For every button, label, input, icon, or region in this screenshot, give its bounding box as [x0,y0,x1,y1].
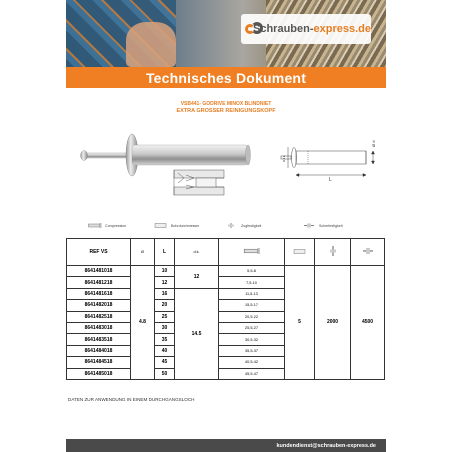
length-cell: 45 [155,357,175,368]
diameter-cell: 4.8 [131,266,155,380]
length-cell: 12 [155,277,175,288]
installation-section-drawing [174,170,224,195]
ref-cell: 8641483518 [67,334,131,345]
header-drill [285,239,315,266]
length-cell: 25 [155,311,175,322]
range-cell: 7,5-10 [219,277,285,288]
header-tensile [315,239,351,266]
document-title: Technisches Dokument [66,67,386,88]
range-cell: 35,5-37 [219,345,285,356]
ref-cell: 8641484518 [67,357,131,368]
length-cell: 40 [155,345,175,356]
drill-cell: 5 [285,266,315,380]
application-note: DATEN ZUR ANWENDUNG IN EINEM DURCHGANGSLOCH [68,397,195,402]
ref-cell: 8641481018 [67,266,131,277]
support-email-link[interactable]: kundendienst@schrauben-express.de [276,442,376,449]
table-header-row [67,239,385,266]
tensile-strength-icon [224,223,238,228]
spec-table [66,238,385,380]
header-banner [66,0,386,67]
product-description: EXTRA GROSSER REINIGUNGSKOPF [176,108,276,114]
range-cell: 30,5-32 [219,334,285,345]
header-d-label: Ø [141,250,144,254]
brand-main: Schrauben- [253,23,314,35]
header-compression [219,239,285,266]
ref-cell: 8641482518 [67,311,131,322]
length-cell: 10 [155,266,175,277]
brand-accent: express.de [313,23,371,35]
tensile-cell: 2000 [315,266,351,380]
ref-cell: 8641481218 [67,277,131,288]
compression-icon [242,248,262,254]
header-ref: REF VS [67,239,131,266]
shear-cell: 4500 [351,266,385,380]
ref-cell: 8641483018 [67,322,131,333]
length-label: L [329,177,332,183]
range-cell: 45,5-47 [219,368,285,379]
legend-label: Zugfestigkeit [241,223,262,228]
length-cell: 16 [155,288,175,299]
dimension-drawing [281,147,375,177]
brand-logo[interactable] [241,14,371,44]
legend-label: Bohrdurchmesser [171,223,200,228]
legend-compression [88,223,126,228]
range-cell: 25,5-27 [219,322,285,333]
ref-cell: 8641484018 [67,345,131,356]
logo-icon [245,20,250,38]
shear-strength-icon [363,246,373,256]
dk-cell: 12 [175,266,219,289]
ref-cell: 8641481618 [67,288,131,299]
table-row [67,266,385,277]
product-drawing [66,115,386,220]
length-cell: 35 [155,334,175,345]
legend-label: Scherfestigkeit [319,223,343,228]
ref-cell: 8641485018 [67,368,131,379]
range-cell: 20,5-22 [219,311,285,322]
header-dk-label: d.k. [193,250,200,254]
header-d [131,239,155,266]
footer-bar [66,439,386,452]
tensile-strength-icon [328,246,338,256]
legend-shear [302,223,343,228]
compression-icon [88,223,102,228]
dk-cell: 14.5 [175,288,219,379]
rivet-illustration [81,134,251,176]
drill-diameter-icon [154,223,168,228]
product-name: VSB441- GODRIVE MINOX BLINDNIET [180,101,272,107]
range-cell: 40,5-42 [219,357,285,368]
hand-photo [126,22,176,67]
length-cell: 50 [155,368,175,379]
header-dk [175,239,219,266]
legend-label: Compression [105,223,127,228]
ref-cell: 8641482018 [67,300,131,311]
range-cell: 11,5-13 [219,288,285,299]
head-diameter-label: Ø d.k. [283,155,286,162]
length-cell: 30 [155,322,175,333]
logo-text [253,23,371,35]
range-cell: 15,5-17 [219,300,285,311]
shear-strength-icon [302,223,316,228]
length-cell: 20 [155,300,175,311]
legend-drill-diameter [154,223,199,228]
drill-diameter-icon [293,248,307,255]
legend [66,223,386,235]
range-cell: 5,5-8 [219,266,285,277]
header-l: L [155,239,175,266]
legend-tensile [224,223,261,228]
header-shear [351,239,385,266]
diameter-label: Ø d [371,140,376,147]
